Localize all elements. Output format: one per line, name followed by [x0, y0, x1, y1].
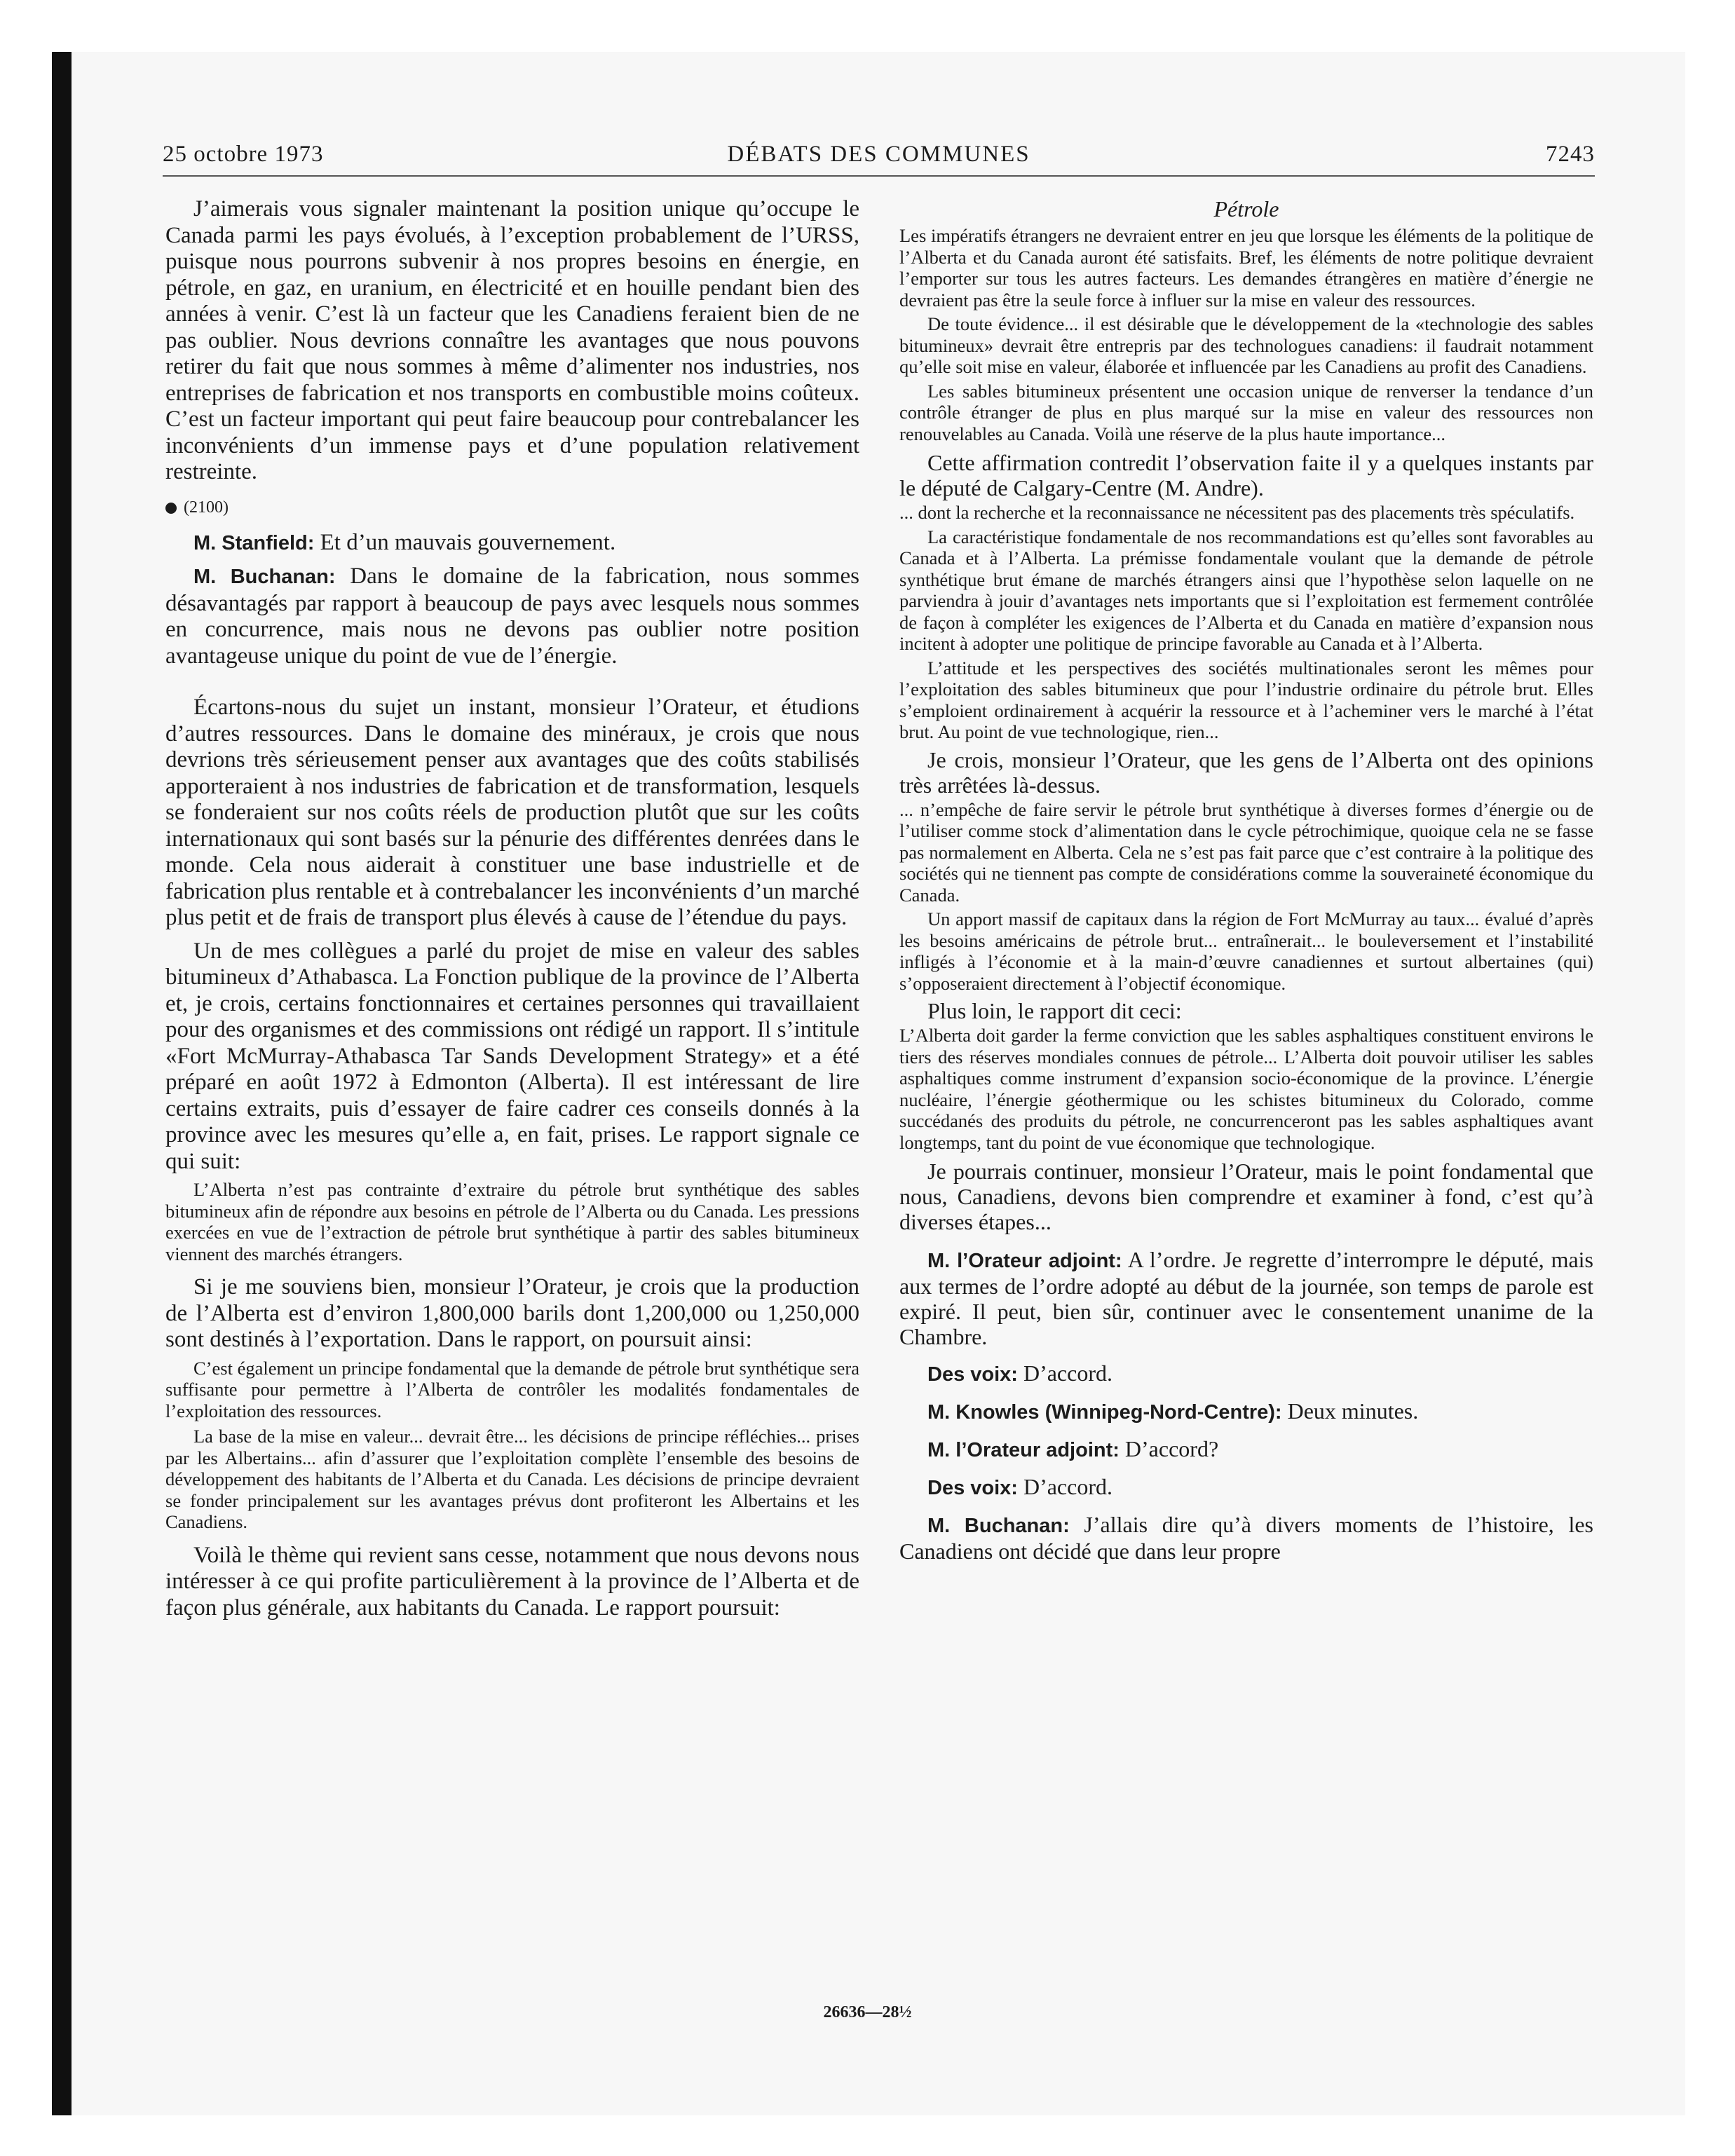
- speaker-name: Des voix:: [927, 1477, 1018, 1499]
- left-column: [165, 196, 859, 1621]
- speech-text: D’accord?: [1119, 1436, 1219, 1461]
- speaker-name: M. l’Orateur adjoint:: [927, 1439, 1120, 1461]
- paragraph: Si je me souviens bien, monsieur l’Orateur, je crois que la production de l’Alberta est d’environ 1,800,000 barils dont 1,200,000 ou 1,250,000 sont destinés à l’exportation. Dans le rapport, on poursuit ainsi:: [165, 1274, 859, 1352]
- speech-text: D’accord.: [1017, 1474, 1113, 1499]
- quotation: C’est également un principe fondamental que la demande de pétrole brut synthétique sera suffisante pour permettre à l’Alberta de contrôler les modalités fondamentales de l’exploitation des ressources.: [165, 1357, 859, 1421]
- header-date: 25 octobre 1973: [163, 142, 324, 167]
- page-footer-code: 26636—28½: [823, 2003, 912, 2021]
- header-title: DÉBATS DES COMMUNES: [727, 142, 1030, 167]
- time-marker: [165, 498, 859, 517]
- paragraph: Écartons-nous du sujet un instant, monsieur l’Orateur, et étudions d’autres ressources. Dans le domaine des minéraux, je crois que nous devrions très sérieusement penser aux avantages que des coûts stabilisés apporteraient à nos industries de fabrication et de transformation, lesquels se fonderaient sur nos coûts réels de production plutôt que sur les coûts internationaux qui sont basés sur la pénurie des différentes denrées dans le monde. Cela nous aiderait à constituer une base industrielle et de fabrication plus rentable et à contrebalancer les inconvénients d’un marché plus petit et de frais de transport plus élevés à cause de l’étendue du pays.: [165, 695, 859, 930]
- speech: [899, 1247, 1593, 1349]
- quotation: De toute évidence... il est désirable que le développement de la «technologie des sables bitumineux» devrait être entrepris par des technologues canadiens: il faudrait notamment qu’elle soit mise en valeur, élaborée et influencée par les Canadiens au profit des Canadiens.: [899, 313, 1593, 377]
- speaker-name: Des voix:: [927, 1363, 1018, 1386]
- time-marker-text: (2100): [184, 498, 229, 517]
- right-column: [899, 196, 1593, 1564]
- quotation: La base de la mise en valeur... devrait être... les décisions de principe réfléchies... prises par les Albertains... afin d’assurer que l’exploitation complète l’ensemble des besoins de développement des habitants de l’Alberta et du Canada. Les décisions de principe devraient se fonder principalement sur les avantages prévus dont profiteront les Albertains et les Canadiens.: [165, 1426, 859, 1532]
- speech: [899, 1398, 1593, 1425]
- quotation: Les impératifs étrangers ne devraient entrer en jeu que lorsque les éléments de la politique de l’Alberta et du Canada auront été satisfaits. Bref, les éléments de notre politique devraient l’emporter sur tous les autres facteurs. Les demandes étrangères en matière d’énergie ne devraient pas être la seule force à influer sur la mise en valeur des ressources.: [899, 225, 1593, 311]
- speaker-name: M. Knowles (Winnipeg-Nord-Centre):: [927, 1401, 1282, 1424]
- speech-text: Dans le domaine de la fabrication, nous sommes désavantagés par rapport à beaucoup de pays avec lesquels nous sommes en concurrence, mais nous ne devons pas oublier notre position avantageuse unique du point de vue de l’énergie.: [165, 564, 859, 669]
- speech-text: A l’ordre. Je regrette d’interrompre le député, mais aux termes de l’ordre adopté au début de la journée, son temps de parole est expiré. Il peut, bien sûr, continuer avec le consentement unanime de la Chambre.: [899, 1247, 1594, 1349]
- quotation: L’Alberta doit garder la ferme conviction que les sables asphaltiques constituent environs le tiers des réserves mondiales connues de pétrole... L’Alberta doit pouvoir utiliser les sables asphaltiques comme instrument d’expansion socio-économique de la province. L’énergie nucléaire, l’énergie géothermique ou les schistes bitumineux du Colorado, comme succédanés des produits du pétrole, ne concurrenceront pas les sables asphaltiques avant longtemps, tant du point de vue économique que technologique.: [899, 1025, 1593, 1153]
- quotation: Un apport massif de capitaux dans la région de Fort McMurray au taux... évalué d’après les besoins américains de pétrole brut... entraînerait... le bouleversement et l’instabilité infligés à l’économie et à la main-d’œuvre canadiennes et surtout albertaines (qui) s’opposeraient directement à l’objectif économique.: [899, 908, 1593, 994]
- quotation: L’Alberta n’est pas contrainte d’extraire du pétrole brut synthétique des sables bitumineux afin de répondre aux besoins en pétrole de l’Alberta ou du Canada. Les pressions exercées en vue de l’extraction de pétrole brut synthétique à partir des sables bitumineux viennent des marchés étrangers.: [165, 1179, 859, 1264]
- speech-text: Et d’un mauvais gouvernement.: [314, 529, 616, 555]
- page-header: [163, 139, 1595, 177]
- speech-text: J’allais dire qu’à divers moments de l’histoire, les Canadiens ont décidé que dans leur propre: [899, 1512, 1593, 1564]
- header-page-number: 7243: [1546, 142, 1595, 167]
- quotation: ... dont la recherche et la reconnaissance ne nécessitent pas des placements très spéculatifs.: [899, 502, 1575, 523]
- paragraph: J’aimerais vous signaler maintenant la position unique qu’occupe le Canada parmi les pays évolués, à l’exception probablement de l’URSS, puisque nous pourrons subvenir à nos propres besoins en énergie, en pétrole, en gaz, en uranium, en électricité et en houille pendant bien des années à venir. C’est là un facteur que les Canadiens feraient bien de ne pas oublier. Nous devrions connaître les avantages que nous pouvons retirer du fait que nous sommes à même d’alimenter nos industries, nos entreprises de fabrication et nos transports en combustible moins coûteux. C’est un facteur important qui peut faire beaucoup pour contrebalancer les inconvénients d’un immense pays et d’une population relativement restreinte.: [165, 196, 859, 484]
- scan-binding-edge: [52, 52, 72, 2115]
- speaker-name: M. Buchanan:: [193, 566, 336, 588]
- speech: [165, 564, 859, 669]
- paragraph: Cette affirmation contredit l’observation faite il y a quelques instants par le député de Calgary-Centre (M. Andre).: [899, 450, 1593, 500]
- speaker-name: M. Buchanan:: [927, 1515, 1070, 1537]
- speaker-name: M. Stanfield:: [193, 531, 315, 554]
- speech: [899, 1512, 1593, 1564]
- quotation: La caractéristique fondamentale de nos recommandations est qu’elles sont favorables au Canada et à l’Alberta. La prémisse fondamentale voulant que la demande de pétrole synthétique brut émane de marchés étrangers ainsi que l’hypothèse selon laquelle on ne parviendra à jouir d’avantages nets importants que si l’exploitation est fermement contrôlée de façon à compléter les exigences de l’Alberta et du Canada en matière d’expansion nous incitent à adopter une politique de principe favorable au Canada et à l’Alberta.: [899, 526, 1593, 654]
- quotation: ... n’empêche de faire servir le pétrole brut synthétique à diverses formes d’énergie ou de l’utiliser comme stock d’alimentation dans le cycle pétrochimique, quoique cela ne se fasse pas normalement en Alberta. Cela ne s’est pas fait parce que c’est contraire à la politique des sociétés qui ne tiennent pas compte de considérations comme la souveraineté économique du Canada.: [899, 798, 1593, 906]
- paragraph: Je pourrais continuer, monsieur l’Orateur, mais le point fondamental que nous, Canadiens, devons bien comprendre et examiner à fond, c’est qu’à diverses étapes...: [899, 1159, 1593, 1234]
- paragraph: Voilà le thème qui revient sans cesse, notamment que nous devons nous intéresser à ce qui profite particulièrement à la province de l’Alberta et de façon plus générale, aux habitants du Canada. Le rapport poursuit:: [165, 1542, 859, 1621]
- speech-text: Deux minutes.: [1281, 1398, 1419, 1424]
- speaker-name: M. l’Orateur adjoint:: [927, 1250, 1122, 1272]
- bullet-icon: [165, 503, 177, 514]
- paragraph: Un de mes collègues a parlé du projet de mise en valeur des sables bitumineux d’Athabasca. La Fonction publique de la province de l’Alberta et, je crois, certains fonctionnaires et certaines personnes qui travaillaient pour des organismes et des commissions ont rédigé un rapport. Il s’intitule «Fort McMurray-Athabasca Tar Sands Development Strategy» et a été préparé en août 1972 à Edmonton (Alberta). Il est intéressant de lire certains extraits, puis d’essayer de faire cadrer ces conseils donnés à la province avec les mesures qu’elle a, en fait, prises. Le rapport signale ce qui suit:: [165, 938, 859, 1174]
- speech: [899, 1474, 1593, 1501]
- paragraph: Je crois, monsieur l’Orateur, que les gens de l’Alberta ont des opinions très arrêtées là-dessus.: [899, 746, 1593, 798]
- speech: [165, 530, 859, 557]
- speech-text: D’accord.: [1017, 1360, 1113, 1386]
- section-heading: Pétrole: [1213, 196, 1279, 221]
- paragraph: Plus loin, le rapport dit ceci:: [927, 998, 1182, 1023]
- speech: [899, 1436, 1593, 1463]
- speech: [899, 1360, 1593, 1387]
- quotation: Les sables bitumineux présentent une occasion unique de renverser la tendance d’un contrôle étranger de plus en plus marqué sur la mise en valeur des ressources non renouvelables au Canada. Voilà une réserve de la plus haute importance...: [899, 380, 1593, 444]
- quotation: L’attitude et les perspectives des sociétés multinationales seront les mêmes pour l’exploitation des sables bitumineux que pour l’industrie ordinaire du pétrole brut. Elles s’emploient ordinairement à acquérir la ressource et à l’acheminer vers le marché à l’état brut. Au point de vue technologique, rien...: [899, 657, 1593, 742]
